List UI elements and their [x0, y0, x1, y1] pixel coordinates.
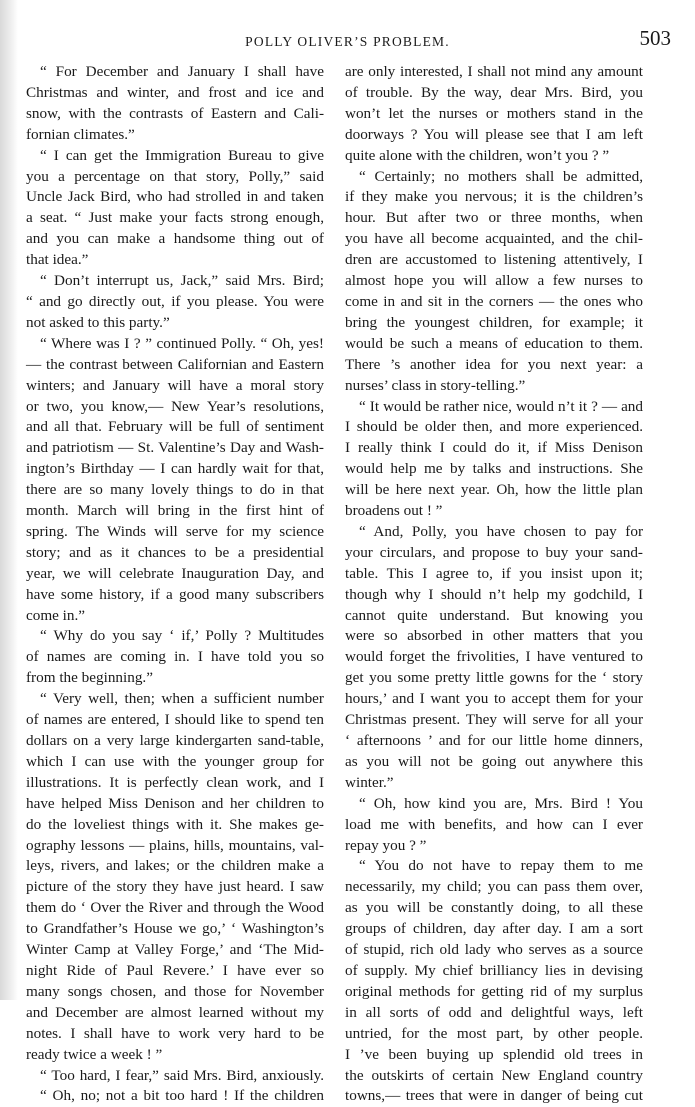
text-line: “ Too hard, I fear,” said Mrs. Bird, anxiously.: [40, 1066, 324, 1084]
text-line: ‘ afternoons ’ and for our little home dinners,: [345, 732, 643, 749]
text-line: ington’s Birthday — I can hardly wait for that,: [26, 460, 324, 478]
text-line: leys, rivers, and lakes; or the children make a: [26, 857, 324, 875]
text-line: as you will not be going out anywhere this: [345, 752, 643, 770]
text-line: of names are coming in. I have told you so: [26, 648, 324, 666]
text-line: and all that. February will be full of sentiment: [26, 418, 324, 436]
text-line: are only interested, I shall not mind any amount: [345, 63, 643, 80]
text-line: ography lessons — plains, hills, mountains, val-: [26, 836, 324, 854]
right-column: [345, 62, 643, 1107]
text-line: notes. I shall have to work very hard to be: [26, 1024, 324, 1042]
text-line: which I can use with the younger group for: [26, 752, 324, 770]
text-line: get you some pretty little gowns for the ‘ story: [345, 669, 643, 687]
text-line: have some history, if a good many subscribers: [26, 585, 324, 603]
text-line: bring the youngest children, for example; it: [345, 313, 643, 331]
text-line: spring. The Winds will serve for my science: [26, 522, 324, 540]
text-line: and patriotism — St. Valentine’s Day and Wash-: [26, 439, 324, 457]
text-line: dren are accustomed to listening attentively, I: [345, 251, 643, 269]
text-line: come in.”: [26, 606, 86, 624]
text-line: picture of the story they have just heard. I saw: [26, 878, 324, 896]
text-line: “ Very well, then; when a sufficient number: [40, 690, 324, 708]
text-line: won’t let the nurses or mothers stand in the: [345, 104, 643, 122]
text-line: would be such a means of education to them.: [345, 334, 643, 352]
text-line: “ Don’t interrupt us, Jack,” said Mrs. Bird;: [40, 272, 324, 290]
text-line: and December are almost learned without my: [26, 1003, 324, 1021]
text-line: would forget the frivolities, I have ventured to: [345, 648, 643, 666]
text-line: groups of children, day after day. I am a sort: [345, 920, 643, 938]
text-line: “ Certainly; no mothers shall be admitted,: [359, 167, 643, 185]
text-line: Christmas and winter, and frost and ice and: [26, 83, 324, 101]
text-line: “ Oh, no; not a bit too hard ! If the children: [40, 1087, 324, 1105]
text-line: “ And, Polly, you have chosen to pay for: [359, 522, 643, 540]
text-line: come in and sit in the corners — the ones who: [345, 292, 643, 310]
text-line: repay you ? ”: [345, 836, 427, 854]
page-edge-shadow: [0, 0, 18, 1000]
text-line: table. This I agree to, if you insist upon it;: [345, 564, 643, 582]
text-line: ready twice a week ! ”: [26, 1045, 163, 1063]
text-line: year, we will celebrate Inauguration Day, and: [26, 564, 324, 582]
text-line: “ For December and January I shall have: [40, 63, 324, 80]
text-line: There ’s another idea for you next year: a: [345, 355, 643, 373]
text-line: dollars on a very large kindergarten sand-table,: [26, 732, 324, 749]
text-line: cannot quite understand. But knowing you: [345, 606, 643, 624]
text-line: that idea.”: [26, 251, 89, 269]
text-line: story; and as it chances to be a presidential: [26, 543, 324, 561]
text-line: of names are entered, I should like to spend ten: [26, 711, 324, 729]
text-line: you a percentage on that story, Polly,” said: [26, 167, 324, 185]
text-line: “ Why do you say ‘ if,’ Polly ? Multitudes: [40, 627, 324, 645]
text-line: do the loveliest things with it. She makes ge-: [26, 815, 324, 833]
text-line: would help me by talks and instructions. She: [345, 460, 643, 478]
text-line: will be here next year. Oh, how the little plan: [345, 481, 643, 499]
text-line: quite alone with the children, won’t you ? ”: [345, 146, 610, 164]
text-line: month. March will bring in the first hint of: [26, 502, 324, 520]
text-line: snow, with the contrasts of Eastern and Cali-: [26, 104, 324, 122]
page-number: 503: [639, 26, 671, 50]
text-line: there are so many lovely things to do in that: [26, 481, 324, 499]
text-line: a seat. “ Just make your facts strong enough,: [26, 209, 324, 227]
text-line: “ Where was I ? ” continued Polly. “ Oh, yes!: [40, 334, 324, 352]
text-line: illustrations. It is perfectly clean work, and I: [26, 773, 324, 791]
text-line: “ It would be rather nice, would n’t it ? — and: [359, 397, 643, 415]
text-line: almost hope you will allow a few nurses to: [345, 272, 643, 290]
text-line: untried, for the most part, by other people.: [345, 1024, 643, 1042]
text-line: load me with benefits, and how can I ever: [345, 815, 643, 833]
text-line: were so absorbed in other matters that you: [345, 627, 643, 645]
text-line: and you can make a handsome thing out of: [26, 230, 324, 248]
left-column: [26, 62, 324, 1107]
text-line: doorways ? You will please see that I am left: [345, 125, 643, 143]
text-line: your circulars, and propose to buy your sand-: [345, 543, 643, 561]
text-line: hour. But after two or three months, when: [345, 209, 643, 227]
text-line: fornian climates.”: [26, 125, 135, 143]
running-head: POLLY OLIVER’S PROBLEM.: [245, 34, 450, 49]
page-header: [20, 20, 675, 50]
text-line: I really think I could do it, if Miss Denison: [345, 439, 643, 457]
text-line: as you will be constantly doing, to all these: [345, 899, 643, 917]
text-line: night Ride of Paul Revere.’ I have ever so: [26, 961, 324, 979]
text-line: the outskirts of certain New England country: [345, 1066, 643, 1084]
text-line: or two, you know,— New Year’s resolutions,: [26, 397, 324, 415]
text-line: of stupid, rich old lady who serves as a source: [345, 941, 643, 959]
text-line: many songs chosen, and those for November: [26, 982, 324, 1000]
text-line: of supply. My chief brilliancy lies in devising: [345, 961, 643, 979]
text-line: I ’ve been buying up splendid old trees in: [345, 1045, 643, 1063]
text-line: you have all become acquainted, and the chil-: [345, 230, 643, 248]
text-line: broadens out ! ”: [345, 502, 443, 520]
text-line: them do ‘ Over the River and through the Wood: [26, 899, 324, 917]
text-line: necessarily, my child; you can pass them over,: [345, 878, 643, 896]
text-line: of trouble. By the way, dear Mrs. Bird, you: [345, 83, 643, 101]
text-line: — the contrast between Californian and Eastern: [26, 355, 324, 373]
text-line: original methods for getting rid of my surplus: [345, 982, 643, 1000]
text-line: “ You do not have to repay them to me: [359, 857, 643, 875]
text-line: winter.”: [345, 773, 394, 791]
text-line: winters; and January will have a moral story: [26, 376, 324, 394]
text-line: towns,— trees that were in danger of being cut: [345, 1087, 643, 1105]
text-line: “ and go directly out, if you please. You were: [26, 292, 324, 310]
text-line: Christmas present. They will serve for all your: [345, 711, 643, 729]
text-line: if they make you nervous; it is the children’s: [345, 188, 643, 206]
text-line: have helped Miss Denison and her children to: [26, 794, 324, 812]
text-line: nurses’ class in story-telling.”: [345, 376, 526, 394]
text-line: I should be older then, and more experienced.: [345, 418, 643, 436]
text-line: to Grandfather’s House we go,’ ‘ Washington’s: [26, 920, 324, 938]
text-line: from the beginning.”: [26, 669, 153, 687]
text-line: Winter Camp at Valley Forge,’ and ‘The Mid-: [26, 941, 324, 959]
text-line: though why I should n’t help my godchild, I: [345, 585, 643, 603]
text-line: “ Oh, how kind you are, Mrs. Bird ! You: [359, 794, 643, 812]
text-line: “ I can get the Immigration Bureau to give: [40, 146, 324, 164]
text-line: Uncle Jack Bird, who had strolled in and taken: [26, 188, 324, 206]
text-line: hours,’ and I want you to accept them for your: [345, 690, 643, 708]
text-line: not asked to this party.”: [26, 313, 170, 331]
text-line: in all sorts of odd and delightful ways, left: [345, 1003, 643, 1021]
